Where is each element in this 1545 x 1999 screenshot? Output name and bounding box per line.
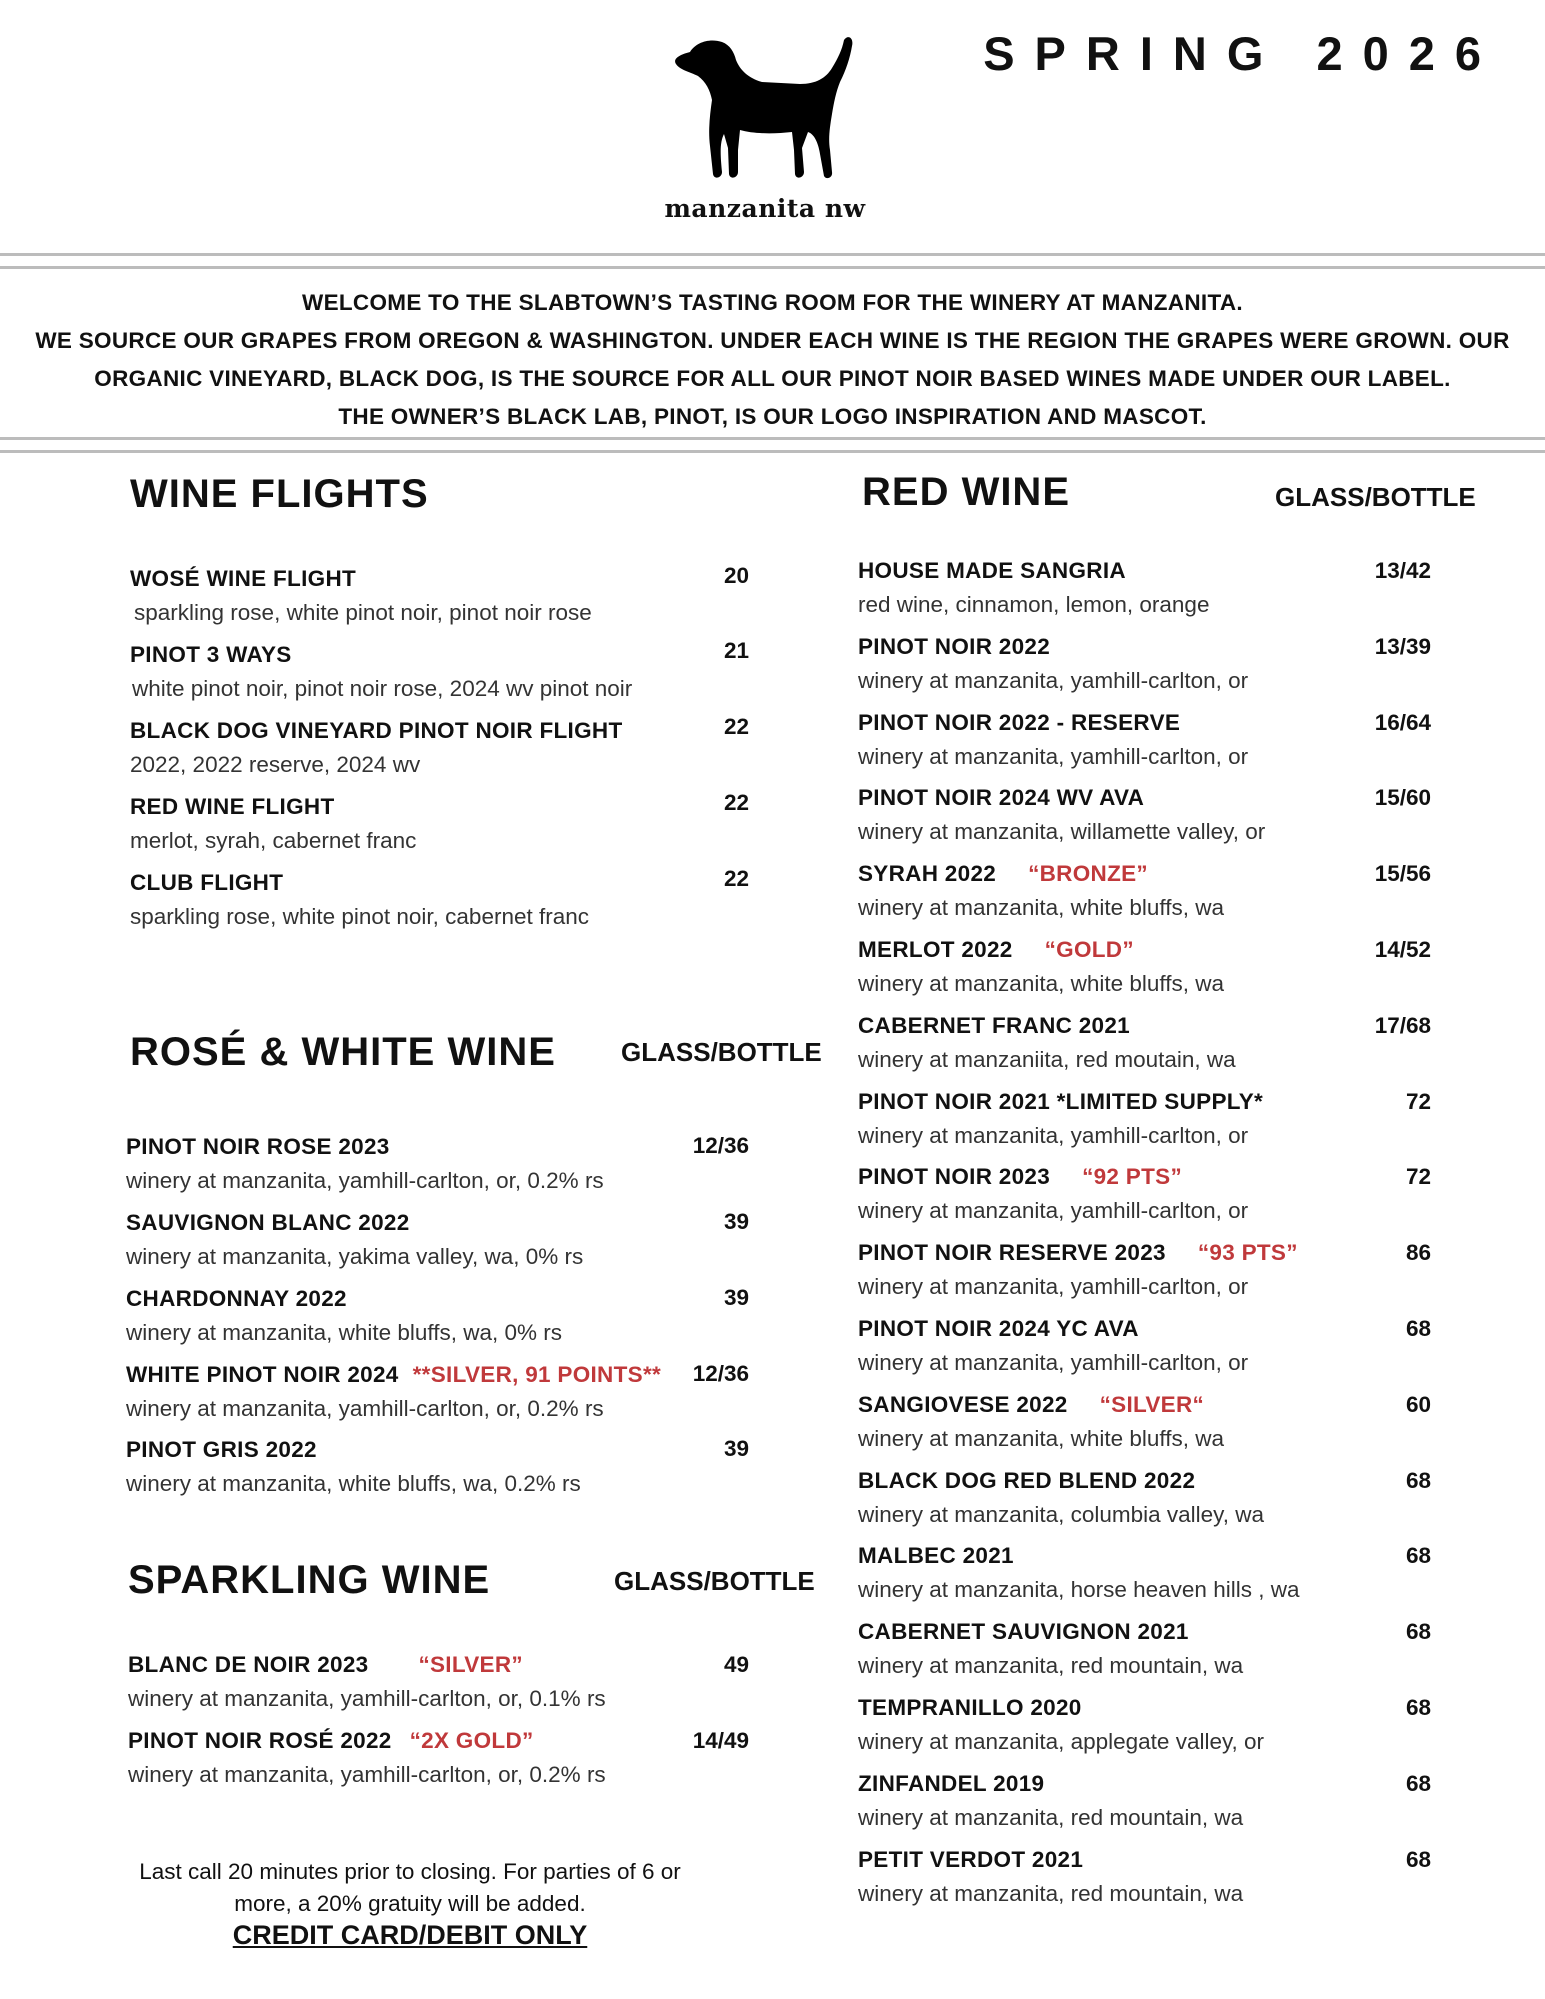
- item-price: 86: [1405, 1240, 1431, 1265]
- item-desc: winery at manzanita, red mountain, wa: [858, 1881, 1244, 1906]
- item-price: 17/68: [1374, 1013, 1431, 1038]
- intro-line: WELCOME TO THE SLABTOWN’S TASTING ROOM FOR THE WINERY AT MANZANITA.: [302, 290, 1243, 315]
- item-desc: winery at manzanita, white bluffs, wa: [858, 971, 1225, 996]
- item-desc: white pinot noir, pinot noir rose, 2024 wv pinot noir: [132, 676, 633, 701]
- column-header: GLASS/BOTTLE: [614, 1566, 815, 1596]
- item-desc: winery at manzanita, white bluffs, wa: [858, 1426, 1225, 1451]
- item-desc: red wine, cinnamon, lemon, orange: [858, 592, 1210, 617]
- menu-item: [858, 937, 1224, 997]
- intro-line: THE OWNER’S BLACK LAB, PINOT, IS OUR LOGO INSPIRATION AND MASCOT.: [338, 404, 1207, 429]
- item-desc: winery at manzanita, yamhill-carlton, or: [858, 1198, 1249, 1223]
- menu-item: [858, 861, 1224, 921]
- item-name: PINOT NOIR 2022 - RESERVE: [858, 710, 1181, 735]
- item-price: 22: [723, 866, 749, 891]
- item-name: BLACK DOG VINEYARD PINOT NOIR FLIGHT: [130, 718, 623, 743]
- item-desc: winery at manzanita, yamhill-carlton, or: [858, 1350, 1249, 1375]
- item-desc: winery at manzanita, white bluffs, wa: [858, 895, 1225, 920]
- item-desc: winery at manzanita, red mountain, wa: [858, 1653, 1244, 1678]
- item-name: PINOT NOIR 2024 WV AVA: [858, 785, 1145, 810]
- item-name: SAUVIGNON BLANC 2022: [126, 1210, 410, 1235]
- menu-item: [128, 1728, 606, 1788]
- item-desc: winery at manzanita, yakima valley, wa, 0% rs: [126, 1244, 584, 1269]
- menu-item: [858, 1089, 1263, 1149]
- logo: [655, 30, 875, 223]
- item-price: 68: [1405, 1316, 1431, 1341]
- column-header: GLASS/BOTTLE: [1275, 482, 1476, 512]
- item-name: CABERNET SAUVIGNON 2021: [858, 1619, 1189, 1644]
- item-name: HOUSE MADE SANGRIA: [858, 558, 1126, 583]
- menu-item: [128, 1652, 606, 1712]
- item-name: PINOT NOIR ROSÉ 2022 “2X GOLD”: [128, 1728, 534, 1753]
- menu-item: [858, 1164, 1248, 1224]
- item-price: 14/49: [692, 1728, 749, 1753]
- item-price: 12/36: [692, 1361, 749, 1386]
- item-name: RED WINE FLIGHT: [130, 794, 335, 819]
- item-name: ZINFANDEL 2019: [858, 1771, 1045, 1796]
- item-desc: merlot, syrah, cabernet franc: [130, 828, 417, 853]
- award-label: “92 PTS”: [1082, 1164, 1182, 1189]
- menu-item: [130, 642, 632, 702]
- menu-item: [130, 566, 592, 626]
- item-name: MERLOT 2022 “GOLD”: [858, 937, 1134, 962]
- item-price: 39: [723, 1436, 749, 1461]
- item-price: 20: [723, 563, 749, 588]
- item-price: 15/60: [1374, 785, 1431, 810]
- column-header: GLASS/BOTTLE: [621, 1037, 822, 1067]
- menu-item: [858, 1695, 1264, 1755]
- item-desc: winery at manzaniita, red moutain, wa: [858, 1047, 1236, 1072]
- item-name: PINOT GRIS 2022: [126, 1437, 317, 1462]
- item-desc: winery at manzanita, white bluffs, wa, 0% rs: [126, 1320, 563, 1345]
- item-price: 68: [1405, 1695, 1431, 1720]
- item-name: PINOT NOIR 2021 *LIMITED SUPPLY*: [858, 1089, 1264, 1114]
- menu-item: [130, 794, 416, 854]
- item-desc: winery at manzanita, horse heaven hills , wa: [858, 1577, 1300, 1602]
- item-desc: winery at manzanita, yamhill-carlton, or: [858, 1123, 1249, 1148]
- item-price: 15/56: [1374, 861, 1431, 886]
- divider: [0, 266, 1545, 269]
- season-title: SPRING 2026: [983, 27, 1501, 80]
- item-price: 39: [723, 1209, 749, 1234]
- menu-item: [126, 1437, 581, 1497]
- intro-text: [0, 284, 1545, 436]
- item-name: CLUB FLIGHT: [130, 870, 284, 895]
- item-desc: winery at manzanita, applegate valley, or: [858, 1729, 1265, 1754]
- menu-item: [858, 634, 1248, 694]
- item-price: 68: [1405, 1771, 1431, 1796]
- intro-line: ORGANIC VINEYARD, BLACK DOG, IS THE SOURCE FOR ALL OUR PINOT NOIR BASED WINES MADE UNDER OUR LABEL.: [94, 366, 1451, 391]
- item-desc: 2022, 2022 reserve, 2024 wv: [130, 752, 421, 777]
- divider: [0, 437, 1545, 440]
- award-label: “BRONZE”: [1028, 861, 1148, 886]
- award-label: “SILVER“: [1099, 1392, 1205, 1417]
- item-name: BLANC DE NOIR 2023 “SILVER”: [128, 1652, 523, 1677]
- item-name: PINOT 3 WAYS: [130, 642, 292, 667]
- item-desc: sparkling rose, white pinot noir, pinot noir rose: [134, 600, 592, 625]
- item-name: PINOT NOIR ROSE 2023: [126, 1134, 390, 1159]
- item-price: 49: [723, 1652, 749, 1677]
- item-name: TEMPRANILLO 2020: [858, 1695, 1082, 1720]
- item-desc: winery at manzanita, yamhill-carlton, or, 0.2% rs: [126, 1396, 604, 1421]
- item-price: 68: [1405, 1468, 1431, 1493]
- divider: [0, 253, 1545, 256]
- item-name: PETIT VERDOT 2021: [858, 1847, 1084, 1872]
- item-price: 12/36: [692, 1133, 749, 1158]
- section-title-red-wine: RED WINE: [862, 470, 1070, 514]
- item-price: 72: [1405, 1089, 1431, 1114]
- item-price: 16/64: [1374, 710, 1431, 735]
- item-name: PINOT NOIR 2023 “92 PTS”: [858, 1164, 1182, 1189]
- item-desc: winery at manzanita, columbia valley, wa: [858, 1502, 1265, 1527]
- item-price: 21: [723, 638, 749, 663]
- menu-item: [130, 718, 622, 778]
- item-desc: winery at manzanita, red mountain, wa: [858, 1805, 1244, 1830]
- menu-item: [126, 1134, 604, 1194]
- divider: [0, 450, 1545, 453]
- item-name: WOSÉ WINE FLIGHT: [130, 566, 357, 591]
- menu-item: [858, 558, 1209, 618]
- item-name: PINOT NOIR RESERVE 2023 “93 PTS”: [858, 1240, 1298, 1265]
- menu-item: [858, 1392, 1224, 1452]
- item-price: 13/42: [1374, 558, 1431, 583]
- intro-line: WE SOURCE OUR GRAPES FROM OREGON & WASHINGTON. UNDER EACH WINE IS THE REGION THE GRAPES WERE GROWN. OUR: [35, 328, 1510, 353]
- menu-item: [858, 1240, 1298, 1300]
- item-desc: sparkling rose, white pinot noir, cabernet franc: [130, 904, 589, 929]
- item-price: 68: [1405, 1543, 1431, 1568]
- item-price: 14/52: [1374, 937, 1431, 962]
- award-label: “93 PTS”: [1197, 1240, 1298, 1265]
- logo-text: manzanita nw: [664, 194, 866, 223]
- item-name: SYRAH 2022 “BRONZE”: [858, 861, 1148, 886]
- item-desc: winery at manzanita, yamhill-carlton, or, 0.1% rs: [128, 1686, 606, 1711]
- menu-item: [858, 1468, 1264, 1528]
- item-desc: winery at manzanita, yamhill-carlton, or: [858, 668, 1249, 693]
- item-name: MALBEC 2021: [858, 1543, 1014, 1568]
- menu-item: [858, 1771, 1243, 1831]
- item-name: WHITE PINOT NOIR 2024 **SILVER, 91 POINTS**: [126, 1362, 662, 1387]
- item-desc: winery at manzanita, yamhill-carlton, or, 0.2% rs: [128, 1762, 606, 1787]
- item-name: PINOT NOIR 2024 YC AVA: [858, 1316, 1139, 1341]
- item-name: CHARDONNAY 2022: [126, 1286, 347, 1311]
- item-name: CABERNET FRANC 2021: [858, 1013, 1130, 1038]
- menu-item: [858, 710, 1248, 770]
- menu-item: [126, 1210, 583, 1270]
- menu-item: [126, 1362, 661, 1422]
- item-price: 22: [723, 790, 749, 815]
- menu-item: [858, 1316, 1248, 1376]
- item-desc: winery at manzanita, yamhill-carlton, or: [858, 1274, 1249, 1299]
- payment-note: CREDIT CARD/DEBIT ONLY: [232, 1920, 588, 1950]
- item-price: 22: [723, 714, 749, 739]
- menu-item: [126, 1286, 562, 1346]
- menu-item: [858, 785, 1265, 845]
- footer-note: [100, 1856, 720, 1920]
- section-title-rose-white: ROSÉ & WHITE WINE: [130, 1030, 556, 1074]
- menu-item: [858, 1619, 1243, 1679]
- item-desc: winery at manzanita, yamhill-carlton, or, 0.2% rs: [126, 1168, 604, 1193]
- item-price: 68: [1405, 1847, 1431, 1872]
- footer-note-line: Last call 20 minutes prior to closing. For parties of 6 or: [139, 1859, 681, 1884]
- item-name: BLACK DOG RED BLEND 2022: [858, 1468, 1196, 1493]
- footer-note-line: more, a 20% gratuity will be added.: [234, 1891, 586, 1916]
- black-lab-dog-icon: [670, 30, 860, 190]
- item-price: 13/39: [1374, 634, 1431, 659]
- item-price: 60: [1405, 1392, 1431, 1417]
- menu-item: [858, 1013, 1236, 1073]
- menu-item: [858, 1847, 1243, 1907]
- menu-item: [130, 870, 589, 930]
- item-desc: winery at manzanita, white bluffs, wa, 0.2% rs: [126, 1471, 581, 1496]
- menu-item: [858, 1543, 1299, 1603]
- item-desc: winery at manzanita, yamhill-carlton, or: [858, 744, 1249, 769]
- item-price: 72: [1405, 1164, 1431, 1189]
- award-label: “GOLD”: [1044, 937, 1134, 962]
- item-price: 68: [1405, 1619, 1431, 1644]
- section-title-sparkling: SPARKLING WINE: [128, 1558, 491, 1602]
- item-desc: winery at manzanita, willamette valley, or: [858, 819, 1266, 844]
- item-name: PINOT NOIR 2022: [858, 634, 1051, 659]
- item-price: 39: [723, 1285, 749, 1310]
- section-title-wine-flights: WINE FLIGHTS: [130, 472, 429, 516]
- item-name: SANGIOVESE 2022 “SILVER“: [858, 1392, 1205, 1417]
